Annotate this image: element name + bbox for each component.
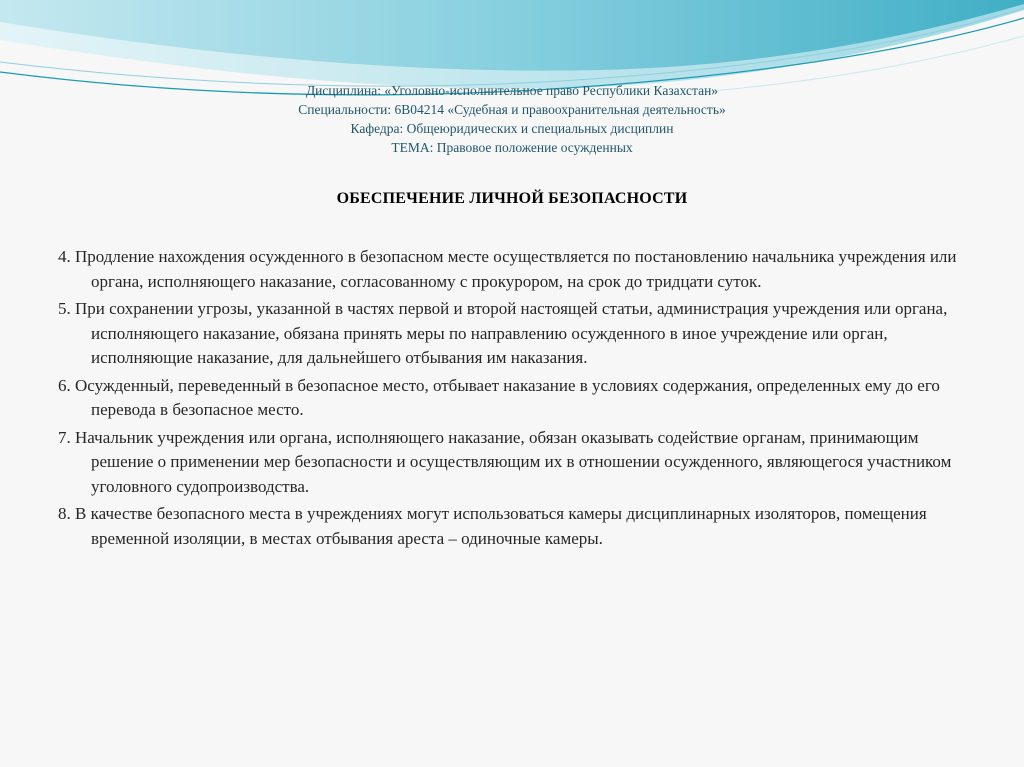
slide-header [0,81,1024,157]
list-item: 4. Продление нахождения осужденного в безопасном месте осуществляется по постановлению начальника учреждения или органа, исполняющего наказание, согласованному с прокурором, на срок до тридцати суток. [58,247,957,291]
slide-title: ОБЕСПЕЧЕНИЕ ЛИЧНОЙ БЕЗОПАСНОСТИ [336,190,688,207]
list-item: 6. Осужденный, переведенный в безопасное место, отбывает наказание в условиях содержания, определенных ему до его перевода в безопасное место. [58,375,940,419]
list-item: 8. В качестве безопасного места в учреждениях могут использоваться камеры дисциплинарных изоляторов, помещения временной изоляции, в местах отбывания ареста – одиночные камеры. [58,504,927,548]
department-line: Кафедра: Общеюридических и специальных дисциплин [350,121,674,136]
topic-line: ТЕМА: Правовое положение осужденных [391,140,633,155]
slide-body [58,245,978,554]
specialty-line: Специальности: 6В04214 «Судебная и правоохранительная деятельность» [298,102,726,117]
list-item: 7. Начальник учреждения или органа, исполняющего наказание, обязан оказывать содействие органам, принимающим решение о применении мер безопасности и осуществляющим их в отношении осужденного, являющегося участником уголовного судопроизводства. [58,427,952,496]
discipline-line: Дисциплина: «Уголовно-исполнительное право Республики Казахстан» [305,83,719,98]
list-item: 5. При сохранении угрозы, указанной в частях первой и второй настоящей статьи, администрация учреждения или органа, исполняющего наказание, обязана принять меры по направлению осужденного в иное учреждение или орган, исполняющие наказание, для дальнейшего отбывания им наказания. [58,299,948,367]
